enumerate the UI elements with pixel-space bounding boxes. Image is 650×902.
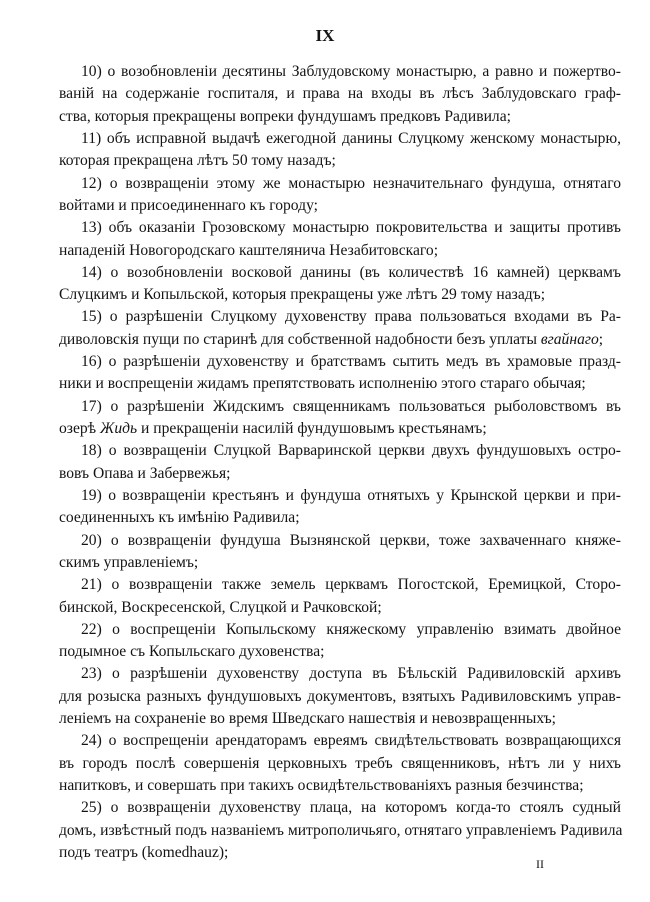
signature-mark: II <box>536 857 544 871</box>
text-segment: соединенныхъ къ имѣнію Радивила; <box>59 509 300 527</box>
text-segment: ; <box>598 330 604 348</box>
text-segment: 21) о возвращеніи также земель церквамъ Погостской, Еремицкой, Сторо- <box>81 576 621 594</box>
text-line <box>59 507 621 529</box>
text-line <box>59 150 621 172</box>
text-line <box>59 240 621 262</box>
text-line <box>59 730 621 752</box>
text-segment: диволовскія пущи по старинѣ для собственной надобности безъ уплаты <box>59 330 541 348</box>
paragraph <box>59 128 621 173</box>
text-segment: войтами и присоединеннаго къ городу; <box>59 196 318 214</box>
text-line <box>59 329 621 351</box>
text-segment: 23) о разрѣшеніи духовенству доступа въ Бѣльскій Радивиловскій архивъ <box>81 665 621 683</box>
italic-term: Жидь <box>100 420 138 437</box>
text-line <box>59 173 621 195</box>
text-segment: и прекращеніи насилій фундушовымъ крестьянамъ; <box>137 420 487 437</box>
text-line <box>59 663 621 685</box>
text-segment: которая прекращена лѣтъ 50 тому назадъ; <box>59 152 336 170</box>
text-line <box>59 351 621 373</box>
document-body <box>59 61 621 864</box>
text-line <box>59 574 621 596</box>
text-line <box>59 440 621 462</box>
text-segment: озерѣ <box>59 420 101 437</box>
text-segment: ники и воспрещеніи жидамъ препятствовать исполненію этого стараго обычая; <box>59 375 586 393</box>
text-line <box>59 775 621 797</box>
text-segment: 16) о разрѣшеніи духовенству и братствамъ сытить медъ въ храмовые празд- <box>81 353 621 371</box>
italic-term: вгайнаго <box>540 330 599 348</box>
paragraph <box>59 440 621 485</box>
paragraph <box>59 351 621 396</box>
text-line <box>59 83 621 105</box>
text-segment: 17) о разрѣшеніи Жидскимъ священникамъ пользоваться рыболовствомъ въ <box>81 397 621 415</box>
text-segment: подымное съ Копыльскаго духовенства; <box>59 643 325 661</box>
paragraph <box>59 217 621 262</box>
paragraph <box>59 485 621 530</box>
text-line <box>59 61 621 83</box>
text-segment: леніемъ на сохраненіе во время Шведскаго нашествія и невозвращенныхъ; <box>59 710 556 728</box>
paragraph <box>59 262 621 307</box>
text-line <box>59 530 621 552</box>
text-segment: 11) объ исправной выдачѣ ежегодной данины Слуцкому женскому монастырю, <box>81 129 621 147</box>
page-number: IX <box>315 26 335 45</box>
text-segment: ства, которыя прекращены вопреки фундушамъ предковъ Радивила; <box>59 107 511 125</box>
text-segment: домъ, извѣстный подъ названіемъ митрополичьяго, отнятаго управленіемъ Радивила <box>59 821 623 839</box>
text-segment: бинской, Воскресенской, Слуцкой и Рачковской; <box>59 598 382 616</box>
text-line <box>59 217 621 239</box>
paragraph <box>59 306 621 351</box>
text-line <box>59 396 621 418</box>
text-segment: 14) о возобновленіи восковой данины (въ количествѣ 16 камней) церквамъ <box>81 263 621 281</box>
text-segment: нападеній Новогородскаго каштелянича Незабитовскаго; <box>59 241 439 259</box>
text-segment: 15) о разрѣшеніи Слуцкому духовенству права пользоваться входами въ Ра- <box>81 308 621 326</box>
text-line <box>59 686 621 708</box>
paragraph <box>59 396 621 441</box>
text-segment: для розыска разныхъ фундушовыхъ документовъ, взятыхъ Радивиловскимъ управ- <box>59 687 621 705</box>
text-segment: 20) о возвращеніи фундуша Вызнянской церкви, тоже захваченнаго княже- <box>81 531 621 549</box>
text-segment: вовъ Опава и Забервежья; <box>59 464 231 482</box>
text-line <box>59 820 621 842</box>
paragraph <box>59 574 621 619</box>
text-segment: напитковъ, и совершать при такихъ освидѣтельствованіяхъ разныя безчинства; <box>59 777 584 794</box>
text-line <box>59 708 621 730</box>
text-line <box>59 552 621 574</box>
paragraph <box>59 173 621 218</box>
text-segment: 18) о возвращеніи Слуцкой Варваринской церкви двухъ фундушовыхъ остро- <box>81 442 621 460</box>
text-line <box>59 195 621 217</box>
text-line <box>59 106 621 128</box>
paragraph <box>59 730 621 797</box>
text-segment: 12) о возвращеніи этому же монастырю незначительнаго фундуша, отнятаго <box>81 174 621 192</box>
paragraph <box>59 619 621 664</box>
text-segment: 10) о возобновленіи десятины Заблудовскому монастырю, а равно и пожертво- <box>81 63 621 80</box>
text-segment: 24) о воспрещеніи арендаторамъ евреямъ свидѣтельствовать возвращающихся <box>81 732 621 750</box>
text-line <box>59 128 621 150</box>
text-segment: скимъ управленіемъ; <box>59 553 199 571</box>
text-line <box>59 262 621 284</box>
text-segment: 25) о возвращеніи духовенству плаца, на которомъ когда-то стоялъ судный <box>81 799 621 817</box>
text-segment: ваній на содержаніе госпиталя, и права на входы въ лѣсъ Заблудовскаго граф- <box>59 85 621 103</box>
paragraph <box>59 663 621 730</box>
paragraph <box>59 61 621 128</box>
paragraph <box>59 530 621 575</box>
text-segment: Слуцкимъ и Копыльской, которыя прекращены уже лѣтъ 29 тому назадъ; <box>59 286 546 304</box>
text-line <box>59 619 621 641</box>
text-segment: 19) о возвращеніи крестьянъ и фундуша отнятыхъ у Крынской церкви и при- <box>81 486 621 504</box>
text-line <box>59 753 621 775</box>
text-segment: подъ театръ (komedhauz); <box>59 843 229 861</box>
text-line <box>59 641 621 663</box>
text-line <box>59 284 621 306</box>
text-segment: 13) объ оказаніи Грозовскому монастырю покровительства и защиты противъ <box>81 219 621 237</box>
text-line <box>59 418 621 440</box>
text-line <box>59 306 621 328</box>
paragraph <box>59 797 621 864</box>
text-line <box>59 485 621 507</box>
text-line <box>59 597 621 619</box>
text-line <box>59 463 621 485</box>
text-line <box>59 797 621 819</box>
text-segment: 22) о воспрещеніи Копыльскому княжескому управленію взимать двойное <box>81 620 621 638</box>
text-line <box>59 373 621 395</box>
text-segment: въ городъ послѣ совершенія церковныхъ требъ священниковъ, нѣтъ ли у нихъ <box>59 754 621 772</box>
